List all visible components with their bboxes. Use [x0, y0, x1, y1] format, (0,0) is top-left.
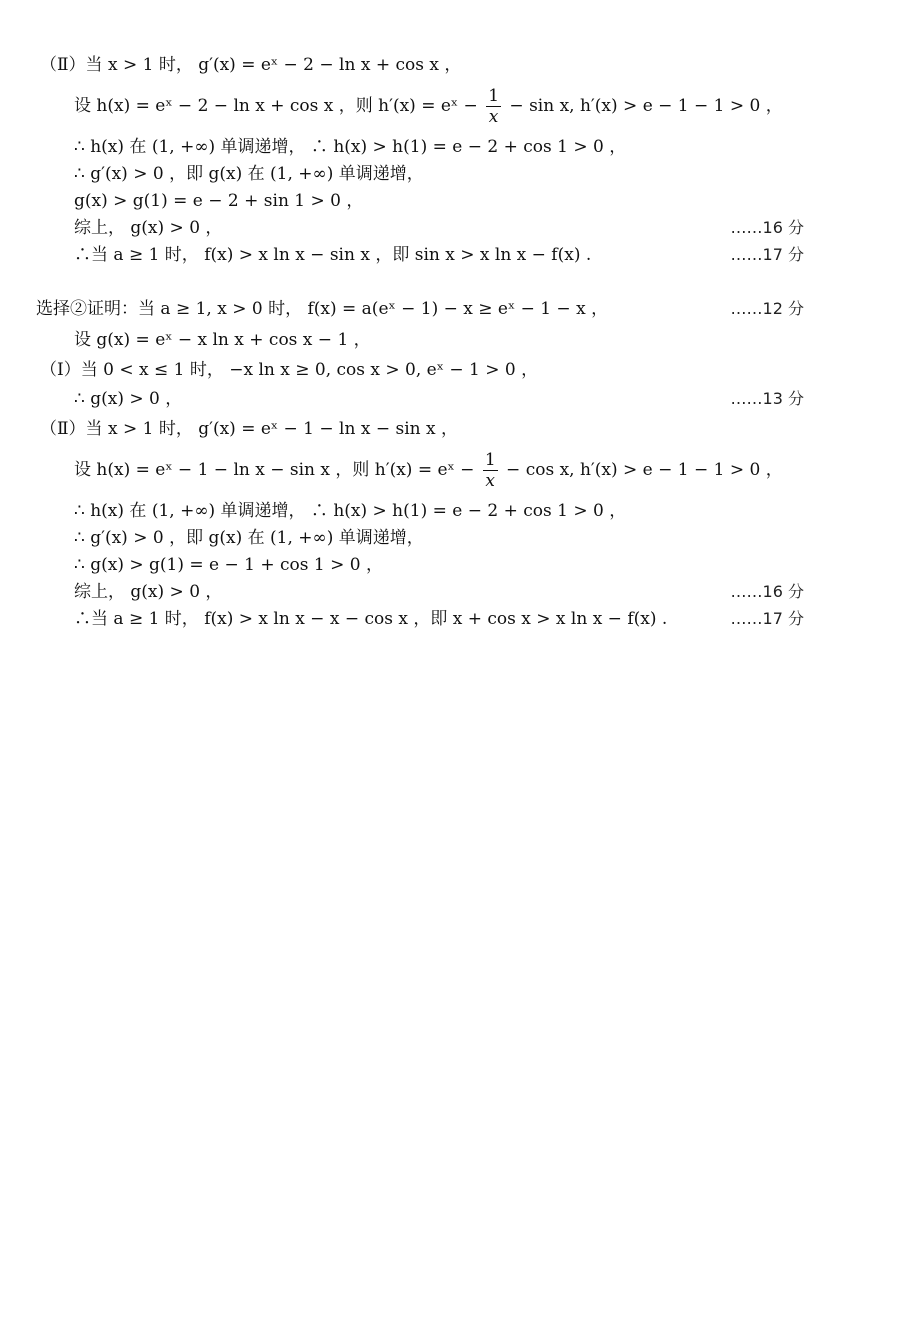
points-label: ……13 分 — [730, 389, 804, 408]
case-two-derivative-line: （Ⅱ）当 x > 1 时， g′(x) = eˣ − 2 − ln x + cos x ， — [40, 55, 462, 75]
points-label: ……16 分 — [730, 582, 804, 601]
define-h-line — [74, 450, 783, 491]
summary-line: 综上， g(x) > 0 ， — [74, 218, 223, 238]
g-lower-bound-line: ∴ g(x) > g(1) = e − 1 + cos 1 > 0 ， — [74, 555, 383, 575]
g-increasing-line: ∴ g′(x) > 0 ，即 g(x) 在 (1, +∞) 单调递增， — [74, 164, 424, 184]
case-two-derivative-line: （Ⅱ）当 x > 1 时， g′(x) = eˣ − 1 − ln x − sin x ， — [40, 419, 458, 439]
case-one-line: （Ⅰ）当 0 < x ≤ 1 时， −x ln x ≥ 0, cos x > 0, eˣ − 1 > 0 ， — [40, 360, 539, 380]
define-h-text: 设 h(x) = eˣ − 1 − ln x − sin x ，则 h′(x) = eˣ − — [74, 460, 475, 480]
summary-line: 综上， g(x) > 0 ， — [74, 582, 223, 602]
define-h-text: 设 h(x) = eˣ − 2 − ln x + cos x ，则 h′(x) = eˣ − — [74, 96, 478, 116]
g-lower-bound-line: g(x) > g(1) = e − 2 + sin 1 > 0 ， — [74, 191, 364, 211]
fraction-numerator: 1 — [488, 86, 500, 106]
points-label: ……12 分 — [730, 299, 804, 318]
fraction-one-over-x — [483, 450, 498, 491]
define-g-line: 设 g(x) = eˣ − x ln x + cos x − 1 ， — [74, 330, 371, 350]
g-increasing-line: ∴ g′(x) > 0 ，即 g(x) 在 (1, +∞) 单调递增， — [74, 528, 424, 548]
conclusion-line: ∴当 a ≥ 1 时， f(x) > x ln x − x − cos x ，即 x + cos x > x ln x − f(x) . — [74, 609, 668, 629]
points-label: ……17 分 — [730, 609, 804, 628]
g-positive-line: ∴ g(x) > 0 ， — [74, 389, 183, 409]
define-h-line — [74, 86, 783, 127]
define-h-text-tail: − cos x, h′(x) > e − 1 − 1 > 0 ， — [506, 460, 783, 480]
h-increasing-line: ∴ h(x) 在 (1, +∞) 单调递增， ∴ h(x) > h(1) = e − 2 + cos 1 > 0 ， — [74, 137, 627, 157]
points-label: ……17 分 — [730, 245, 804, 264]
fraction-denominator: x — [485, 471, 496, 491]
fraction-numerator: 1 — [484, 450, 496, 470]
conclusion-line: ∴当 a ≥ 1 时， f(x) > x ln x − sin x ，即 sin x > x ln x − f(x) . — [74, 245, 592, 265]
define-h-text-tail: − sin x, h′(x) > e − 1 − 1 > 0 ， — [509, 96, 783, 116]
fraction-denominator: x — [488, 107, 499, 127]
fraction-one-over-x — [486, 86, 501, 127]
points-label: ……16 分 — [730, 218, 804, 237]
h-increasing-line: ∴ h(x) 在 (1, +∞) 单调递增， ∴ h(x) > h(1) = e − 2 + cos 1 > 0 ， — [74, 501, 627, 521]
option-two-proof-line: 选择②证明：当 a ≥ 1, x > 0 时， f(x) = a(eˣ − 1) − x ≥ eˣ − 1 − x ， — [36, 299, 609, 319]
